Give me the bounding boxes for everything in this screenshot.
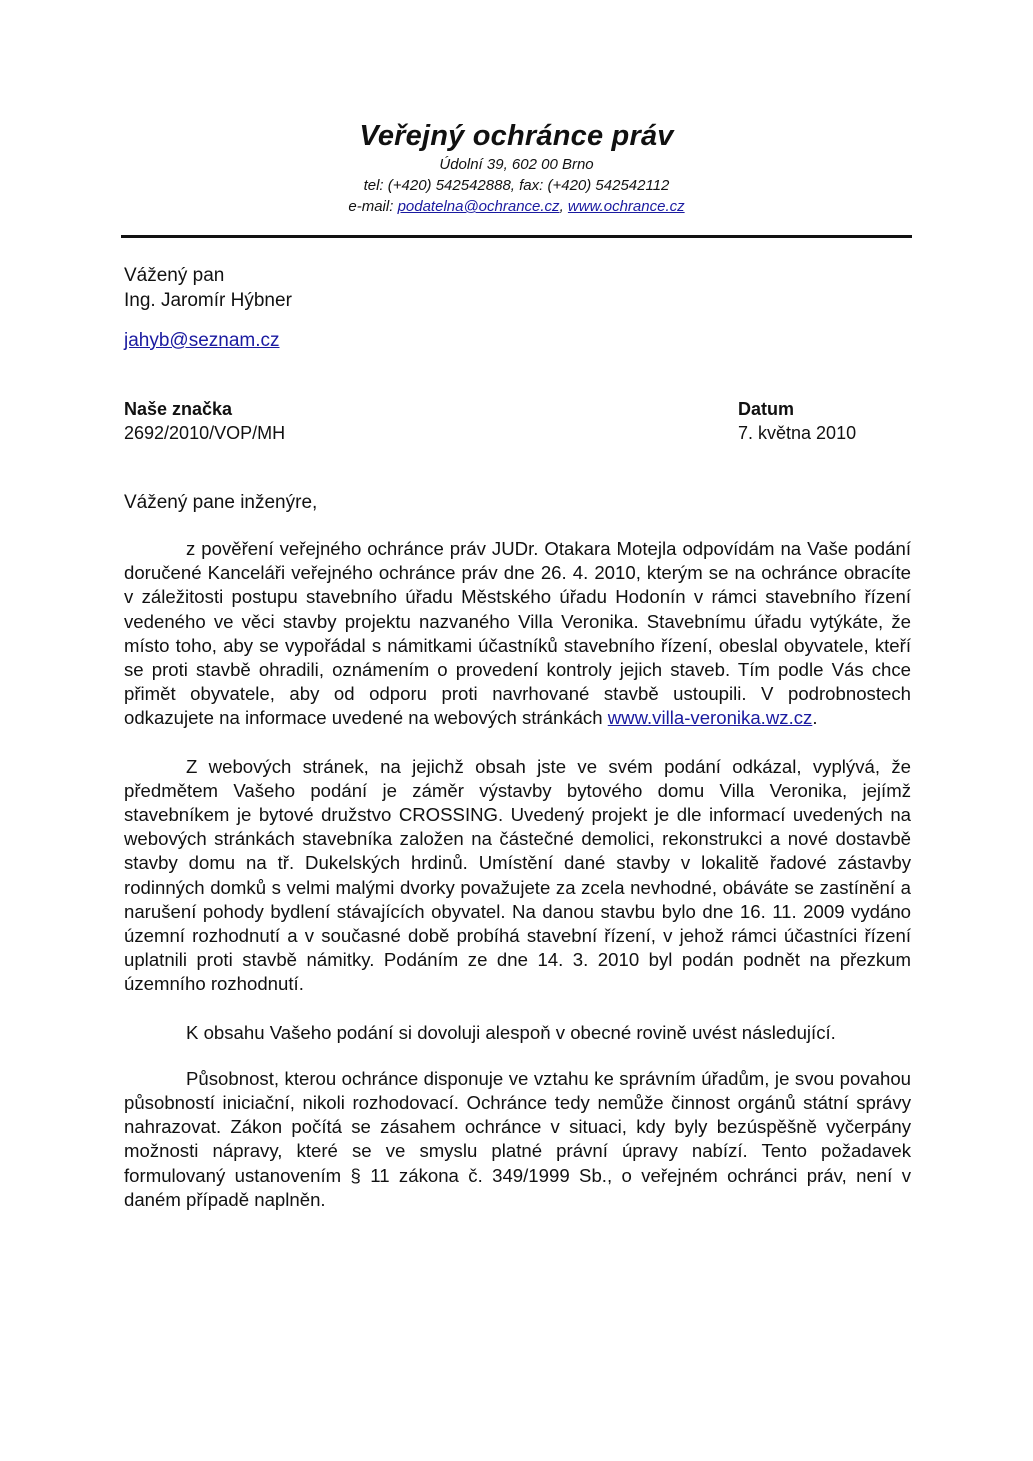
paragraph-4: Působnost, kterou ochránce disponuje ve vztahu ke správním úřadům, je svou povahou působností iniciační, nikoli rozhodovací. Ochránce tedy nemůže činnost orgánů státní správy nahrazovat. Zákon počítá se zásahem ochránce v situaci, kdy byly bezúspěšně vyčerpány možnosti nápravy, které se ve smyslu platné právní úpravy nabízí. Tento požadavek formulovaný ustanovením § 11 zákona č. 349/1999 Sb., o veřejném ochránci práv, není v daném případě naplněn. [124, 1067, 911, 1210]
office-email-link[interactable]: podatelna@ochrance.cz [397, 198, 560, 215]
villa-veronika-link[interactable]: www.villa-veronika.wz.cz [607, 707, 813, 729]
paragraph-2: Z webových stránek, na jejichž obsah jste ve svém podání odkázal, vyplývá, že předmětem Vašeho podání je záměr výstavby bytového domu Villa Veronika, jejímž stavebníkem je bytové družstvo CROSSING. Uvedený projekt je dle informací uvedených na webových stránkách stavebníka založen na částečné demolici, rekonstrukci a nové dostavbě stavby domu na tř. Dukelských hrdinů. Umístění dané stavby v lokalitě řadové zástavby rodinných domků s velmi malými dvorky považujete za zcela nevhodné, obáváte se zastínění a narušení pohody bydlení stávajících obyvatel. Na danou stavbu bylo dne 16. 11. 2009 vydáno územní rozhodnutí a v současné době probíhá stavební řízení, v jehož rámci účastníci řízení uplatnili proti stavbě námitky. Podáním ze dne 14. 3. 2010 byl podán podnět na přezkum územního rozhodnutí. [124, 755, 911, 995]
letterhead [0, 118, 1033, 217]
office-website-link[interactable]: www.ochrance.cz [567, 198, 685, 215]
header-divider [121, 235, 912, 238]
reference-value: 2692/2010/VOP/MH [124, 423, 286, 443]
email-prefix: e-mail: [348, 198, 398, 215]
paragraph-1-text: z pověření veřejného ochránce práv JUDr. Otakara Motejla odpovídám na Vaše podání doručené Kanceláři veřejného ochránce práv dne 26. 4. 2010, kterým se na ochránce obracíte v záležitosti postupu stavebního úřadu Městského úřadu Hodonín v rámci stavebního řízení vedeného ve věci stavby projektu nazvaného Villa Veronika. Stavebnímu úřadu vytýkáte, že místo toho, aby se vypořádal s námitkami účastníků stavebního řízení, obeslal obyvatele, kteří se proti stavbě ohradili, oznámením o provedení kontroly jejich staveb. Tím podle Vás chce přimět obyvatele, aby od odporu proti navrhované stavbě ustoupili. V podrobnostech odkazujete na informace uvedené na webových stránkách [124, 538, 911, 729]
paragraph-3: K obsahu Vašeho podání si dovoluji alespoň v obecné rovině uvést následující. [186, 1021, 836, 1043]
office-title: Veřejný ochránce práv [359, 120, 674, 152]
date-value: 7. května 2010 [738, 423, 857, 443]
office-address: Údolní 39, 602 00 Brno [439, 156, 594, 173]
reference-label: Naše značka [124, 399, 233, 419]
recipient-email-link[interactable]: jahyb@seznam.cz [124, 330, 280, 351]
recipient-salutation: Vážený pan [124, 265, 225, 286]
date-label: Datum [738, 399, 795, 419]
paragraph-1-end: . [812, 707, 818, 729]
letter-body [124, 537, 911, 1236]
contact-separator: , [559, 198, 568, 215]
recipient-block [124, 263, 292, 313]
reference-block [124, 397, 285, 445]
greeting: Vážený pane inženýre, [124, 492, 318, 513]
office-contact-line [0, 196, 1033, 217]
recipient-name: Ing. Jaromír Hýbner [124, 290, 292, 311]
paragraph-1 [124, 537, 911, 731]
date-block [738, 397, 856, 445]
office-phone-fax: tel: (+420) 542542888, fax: (+420) 542542112 [363, 177, 670, 194]
